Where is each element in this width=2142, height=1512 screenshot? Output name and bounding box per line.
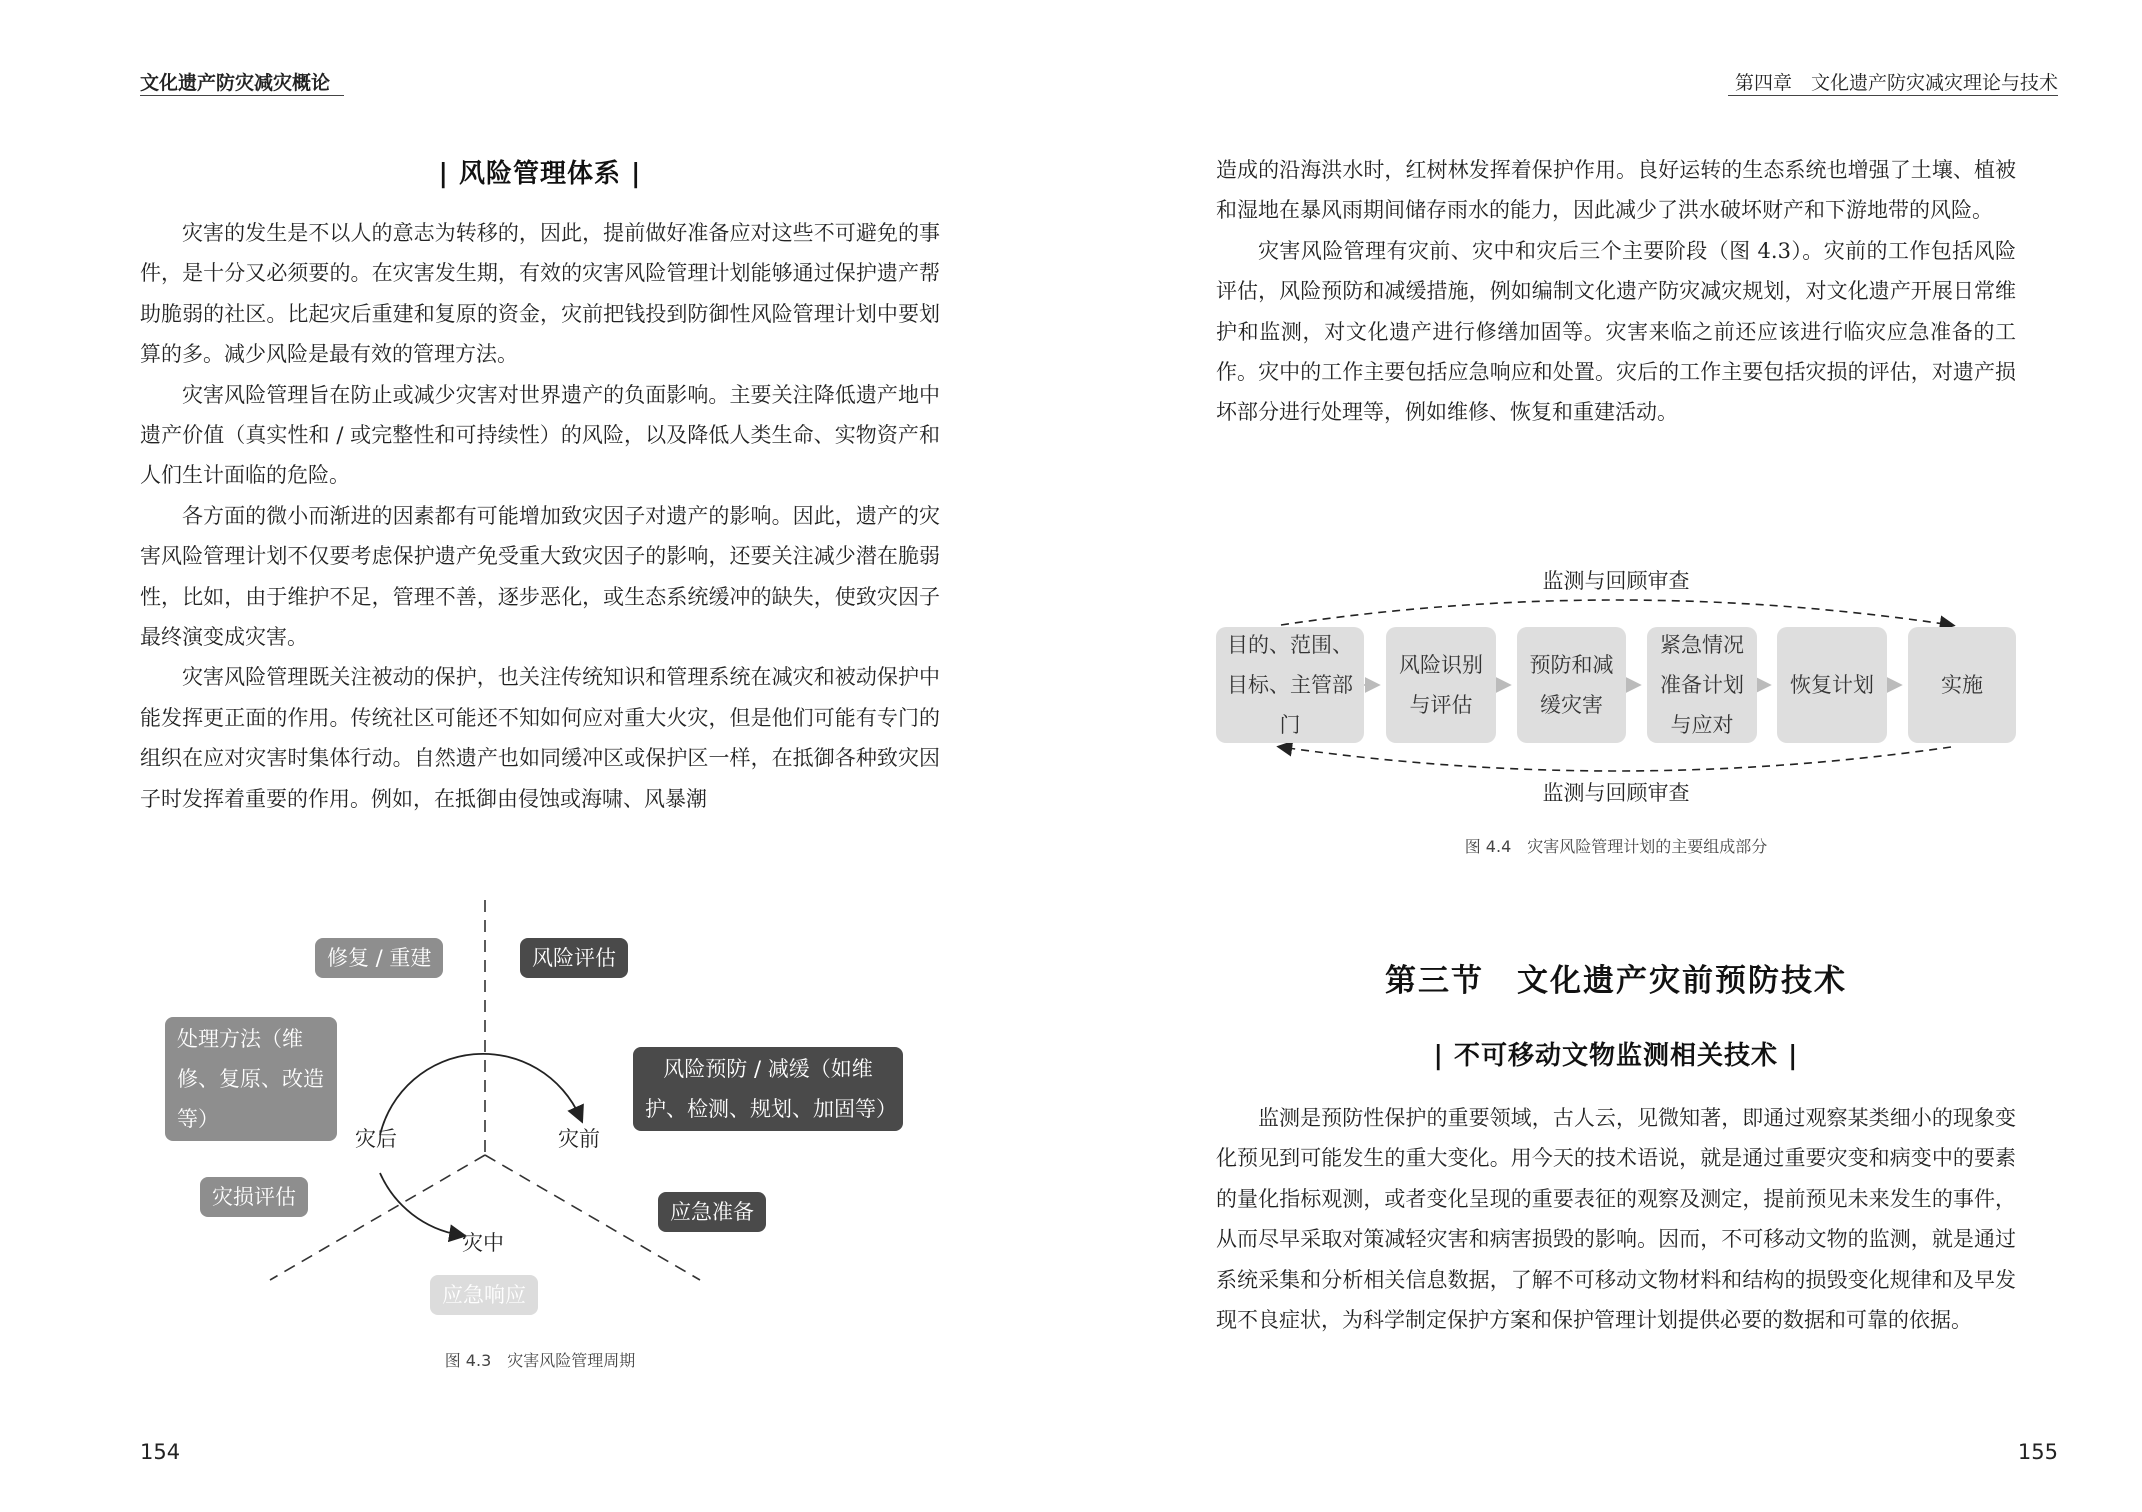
left-body-text — [140, 213, 940, 819]
tag-emergency-response: 应急响应 — [430, 1275, 538, 1315]
flow-box-text: 预防和减缓灾害 — [1529, 653, 1614, 717]
paragraph: 各方面的微小而渐进的因素都有可能增加致灾因子对遗产的影响。因此，遗产的灾害风险管理计划不仅要考虑保护遗产免受重大致灾因子的影响，还要关注减少潜在脆弱性，比如，由于维护不足，管理不善，逐步恶化，或生态系统缓冲的缺失，使致灾因子最终演变成灾害。 — [140, 503, 940, 650]
paragraph-continued: 造成的沿海洪水时，红树林发挥着保护作用。良好运转的生态系统也增强了土壤、植被和湿地在暴风雨期间储存雨水的能力，因此减少了洪水破坏财产和下游地带的风险。 — [1216, 158, 2016, 223]
running-head-book-title: 文化遗产防灾减灾概论 — [140, 72, 331, 94]
divider-lower-left — [270, 1155, 485, 1280]
flow-box-text: 风险识别与评估 — [1399, 653, 1483, 717]
page-number: 154 — [140, 1440, 181, 1464]
subsection-title-risk-management: | 风险管理体系 | — [438, 159, 642, 189]
right-page — [1071, 0, 2142, 1512]
header-rule — [140, 95, 344, 96]
page-number: 155 — [2017, 1440, 2058, 1464]
paragraph: 灾害风险管理既关注被动的保护，也关注传统知识和管理系统在减灾和被动保护中能发挥更正面的作用。传统社区可能还不知如何应对重大火灾，但是他们可能有专门的组织在应对灾害时集体行动。自然遗产也如同缓冲区或保护区一样，在抵御各种致灾因子时发挥着重要的作用。例如，在抵御由侵蚀或海啸、风暴潮 — [140, 665, 940, 811]
paragraph: 监测是预防性保护的重要领域，古人云，见微知著，即通过观察某类细小的现象变化预见到可能发生的重大变化。用今天的技术语说，就是通过重要灾变和病变中的要素的量化指标观测，或者变化呈现的重要表征的观察及测定，提前预见未来发生的事件，从而尽早采取对策减轻灾害和病害损毁的影响。因而，不可移动文物的监测，就是通过系统采集和分析相关信息数据，了解不可移动文物材料和结构的损毁变化规律和及早发现不良症状，为科学制定保护方案和保护管理计划提供必要的数据和可靠的依据。 — [1216, 1106, 2016, 1333]
flow-label-top: 监测与回顾审查 — [1542, 569, 1690, 593]
section-title: 第三节 文化遗产灾前预防技术 — [1385, 963, 1847, 999]
tag-restoration: 修复 / 重建 — [315, 938, 443, 978]
paragraph: 灾害的发生是不以人的意志为转移的，因此，提前做好准备应对这些不可避免的事件，是十分又必须要的。在灾害发生期，有效的灾害风险管理计划能够通过保护遗产帮助脆弱的社区。比起灾后重建和复原的资金，灾前把钱投到防御性风险管理计划中要划算的多。减少风险是最有效的管理方法。 — [140, 221, 940, 367]
flow-box-text: 目的、范围、目标、主管部门 — [1227, 633, 1353, 737]
phase-label-during: 灾中 — [462, 1231, 504, 1255]
figure-4-4-caption: 图 4.4 灾害风险管理计划的主要组成部分 — [1464, 837, 1768, 856]
tag-risk-prevention: 风险预防 / 减缓（如维护、检测、规划、加固等） — [633, 1047, 903, 1131]
flow-box-risk-identification — [1386, 627, 1496, 743]
flow-box-recovery — [1777, 627, 1887, 743]
top-feedback-arrow — [1281, 600, 1951, 625]
tag-damage-assessment: 灾损评估 — [200, 1177, 308, 1217]
cycle-arrow-after-to-before — [380, 1054, 580, 1135]
flow-box-implementation — [1908, 627, 2016, 743]
right-body-text-bottom — [1216, 1098, 2016, 1340]
figure-4-3-risk-cycle — [140, 895, 940, 1315]
flow-label-bottom: 监测与回顾审查 — [1542, 781, 1690, 805]
figure-4-3-caption: 图 4.3 灾害风险管理周期 — [444, 1351, 636, 1370]
flow-box-scope — [1216, 627, 1364, 743]
cycle-arrow-during-to-after — [380, 1173, 460, 1235]
running-head-chapter-title: 第四章 文化遗产防灾减灾理论与技术 — [1734, 72, 2058, 94]
tag-risk-assessment: 风险评估 — [520, 938, 628, 978]
figure-4-4-plan-components — [1216, 555, 2016, 815]
flow-box-prevention — [1517, 627, 1626, 743]
paragraph: 灾害风险管理旨在防止或减少灾害对世界遗产的负面影响。主要关注降低遗产地中遗产价值（真实性和 / 或完整性和可持续性）的风险，以及降低人类生命、实物资产和人们生计面临的危险。 — [140, 382, 940, 488]
subsection-title-monitoring: | 不可移动文物监测相关技术 | — [1433, 1041, 1799, 1071]
paragraph: 灾害风险管理有灾前、灾中和灾后三个主要阶段（图 4.3）。灾前的工作包括风险评估，风险预防和减缓措施，例如编制文化遗产防灾减灾规划，对文化遗产开展日常维护和监测，对文化遗产进行修缮加固等。灾害来临之前还应该进行临灾应急准备的工作。灾中的工作主要包括应急响应和处置。灾后的工作主要包括灾损的评估，对遗产损坏部分进行处理等，例如维修、恢复和重建活动。 — [1216, 238, 2016, 425]
flow-box-text: 实施 — [1941, 673, 1983, 697]
flow-box-text: 恢复计划 — [1790, 673, 1874, 697]
flow-box-text: 紧急情况准备计划与应对 — [1660, 633, 1744, 737]
header-rule — [1728, 95, 2058, 96]
right-body-text-top — [1216, 150, 2016, 433]
phase-label-before: 灾前 — [558, 1127, 600, 1151]
bottom-feedback-arrow — [1281, 747, 1951, 771]
flow-box-emergency-plan — [1647, 627, 1757, 743]
tag-emergency-preparation: 应急准备 — [658, 1192, 766, 1232]
tag-treatment-methods: 处理方法（维修、复原、改造等） — [165, 1017, 337, 1141]
phase-label-after: 灾后 — [355, 1127, 397, 1151]
